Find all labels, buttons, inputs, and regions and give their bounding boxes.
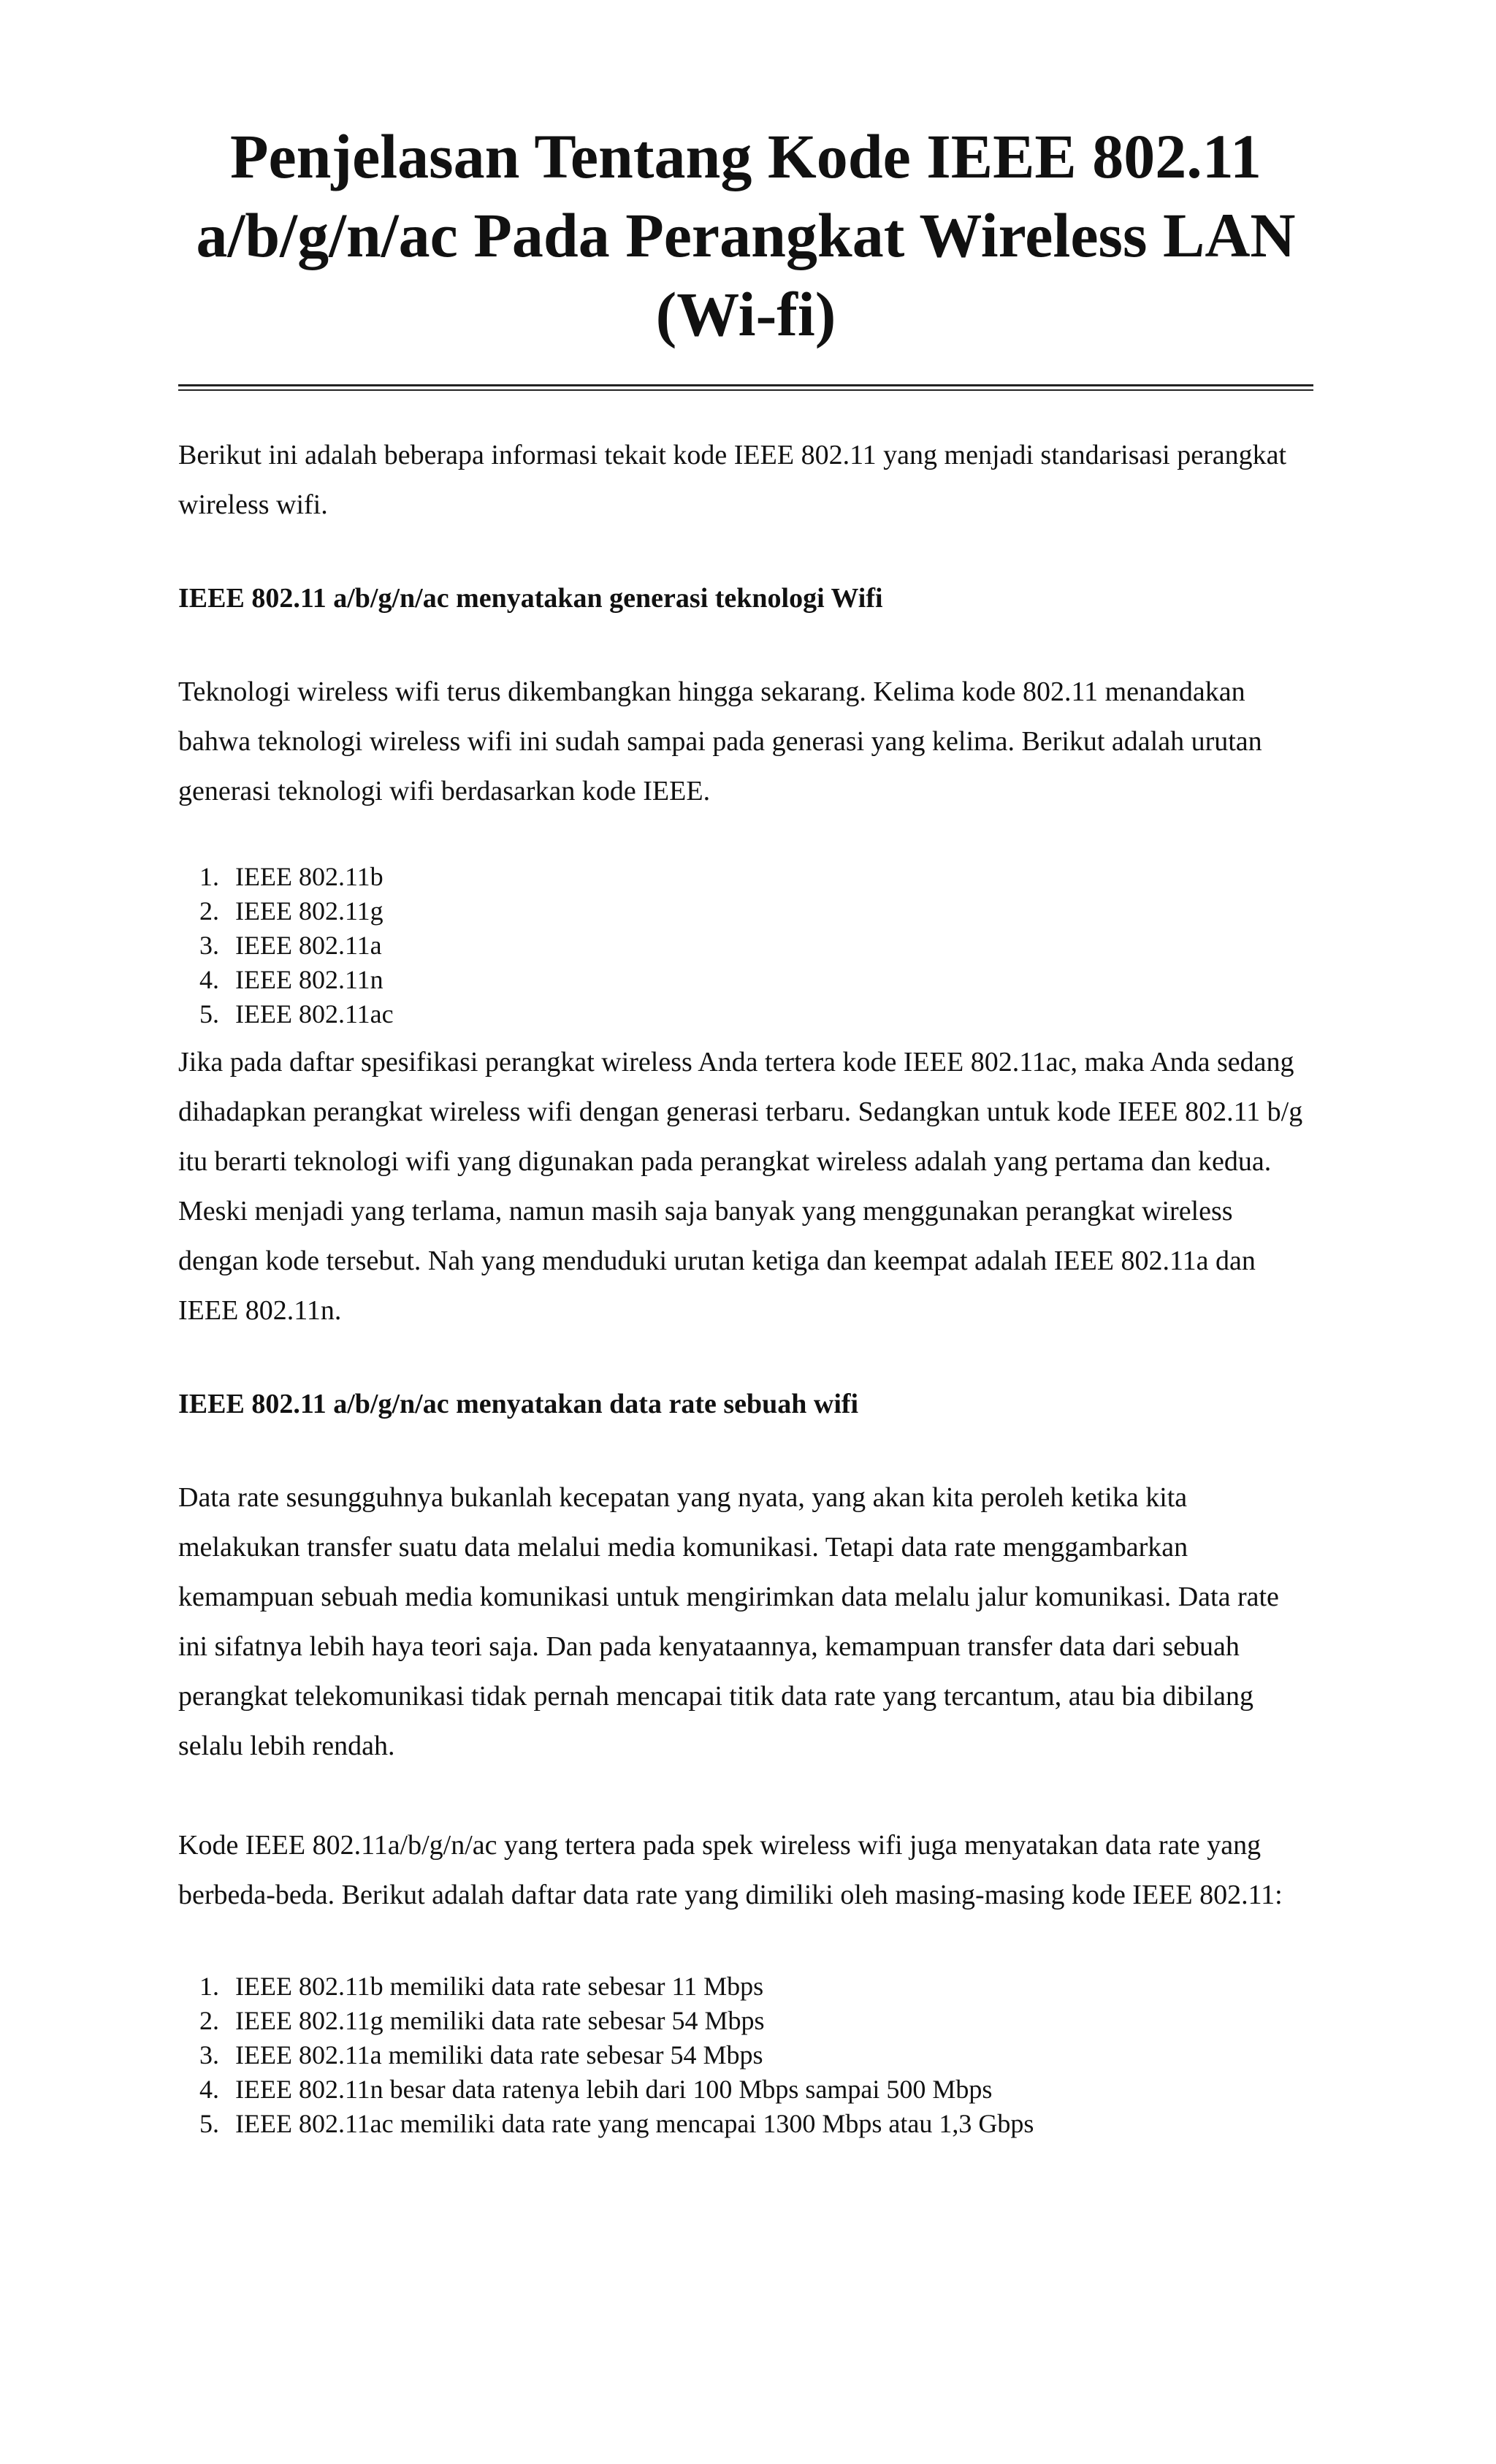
list-item: [178, 928, 1313, 963]
generation-list: [178, 860, 1313, 1031]
list-item: [178, 2072, 1313, 2107]
list-text: IEEE 802.11a: [235, 931, 382, 960]
title-line-1: Penjelasan Tentang Kode IEEE 802.11: [229, 121, 1262, 191]
title-divider: [178, 384, 1313, 386]
list-number: 3.: [199, 2040, 219, 2070]
title-line-3: (Wi-fi): [655, 279, 836, 349]
generation-explanation-paragraph: Jika pada daftar spesifikasi perangkat wireless Anda tertera kode IEEE 802.11ac, maka Anda sedang dihadapkan perangkat wireless wifi dengan generasi terbaru. Sedangkan untuk kode IEEE 802.11 b/g itu berarti teknologi wifi yang digunakan pada perangkat wireless adalah yang pertama dan kedua. Meski menjadi yang terlama, namun masih saja banyak yang menggunakan perangkat wireless dengan kode tersebut. Nah yang menduduki urutan ketiga dan keempat adalah IEEE 802.11a dan IEEE 802.11n.: [178, 1047, 1303, 1326]
section-heading-generation: IEEE 802.11 a/b/g/n/ac menyatakan generasi teknologi Wifi: [178, 583, 883, 614]
section-heading-data-rate: IEEE 802.11 a/b/g/n/ac menyatakan data rate sebuah wifi: [178, 1389, 859, 1419]
list-number: 5.: [199, 999, 219, 1029]
list-number: 5.: [199, 2109, 219, 2138]
list-text: IEEE 802.11b: [235, 862, 383, 891]
list-number: 1.: [199, 1972, 219, 2001]
list-text: IEEE 802.11g: [235, 896, 383, 926]
list-text: IEEE 802.11n besar data ratenya lebih dari 100 Mbps sampai 500 Mbps: [235, 2075, 993, 2104]
list-number: 2.: [199, 2006, 219, 2035]
document-title: [178, 0, 1313, 354]
data-rate-paragraph-1: Data rate sesungguhnya bukanlah kecepatan yang nyata, yang akan kita peroleh ketika kita melakukan transfer suatu data melalui media komunikasi. Tetapi data rate menggambarkan kemampuan sebuah media komunikasi untuk mengirimkan data melalu jalur komunikasi. Data rate ini sifatnya lebih haya teori saja. Dan pada kenyataannya, kemampuan transfer data dari sebuah perangkat telekomunikasi tidak pernah mencapai titik data rate yang tercantum, atau bia dibilang selalu lebih rendah.: [178, 1482, 1279, 1761]
list-item: [178, 894, 1313, 928]
list-item: [178, 2107, 1313, 2141]
list-text: IEEE 802.11g memiliki data rate sebesar 54 Mbps: [235, 2006, 765, 2035]
intro-paragraph: Berikut ini adalah beberapa informasi tekait kode IEEE 802.11 yang menjadi standarisasi perangkat wireless wifi.: [178, 440, 1287, 520]
list-item: [178, 997, 1313, 1031]
list-text: IEEE 802.11n: [235, 965, 383, 994]
list-number: 4.: [199, 965, 219, 994]
list-item: [178, 860, 1313, 894]
list-text: IEEE 802.11b memiliki data rate sebesar 11 Mbps: [235, 1972, 764, 2001]
list-text: IEEE 802.11a memiliki data rate sebesar 54 Mbps: [235, 2040, 763, 2070]
list-item: [178, 2038, 1313, 2072]
list-number: 3.: [199, 931, 219, 960]
generation-paragraph: Teknologi wireless wifi terus dikembangkan hingga sekarang. Kelima kode 802.11 menandakan bahwa teknologi wireless wifi ini sudah sampai pada generasi yang kelima. Berikut adalah urutan generasi teknologi wifi berdasarkan kode IEEE.: [178, 676, 1262, 806]
list-text: IEEE 802.11ac: [235, 999, 394, 1029]
list-number: 1.: [199, 862, 219, 891]
title-line-2: a/b/g/n/ac Pada Perangkat Wireless LAN: [196, 200, 1296, 270]
list-text: IEEE 802.11ac memiliki data rate yang mencapai 1300 Mbps atau 1,3 Gbps: [235, 2109, 1034, 2138]
list-number: 2.: [199, 896, 219, 926]
list-item: [178, 963, 1313, 997]
data-rate-paragraph-2: Kode IEEE 802.11a/b/g/n/ac yang tertera pada spek wireless wifi juga menyatakan data rate yang berbeda-beda. Berikut adalah daftar data rate yang dimiliki oleh masing-masing kode IEEE 802.11:: [178, 1830, 1283, 1910]
data-rate-list: [178, 1969, 1313, 2141]
list-item: [178, 1969, 1313, 2004]
list-number: 4.: [199, 2075, 219, 2104]
list-item: [178, 2004, 1313, 2038]
